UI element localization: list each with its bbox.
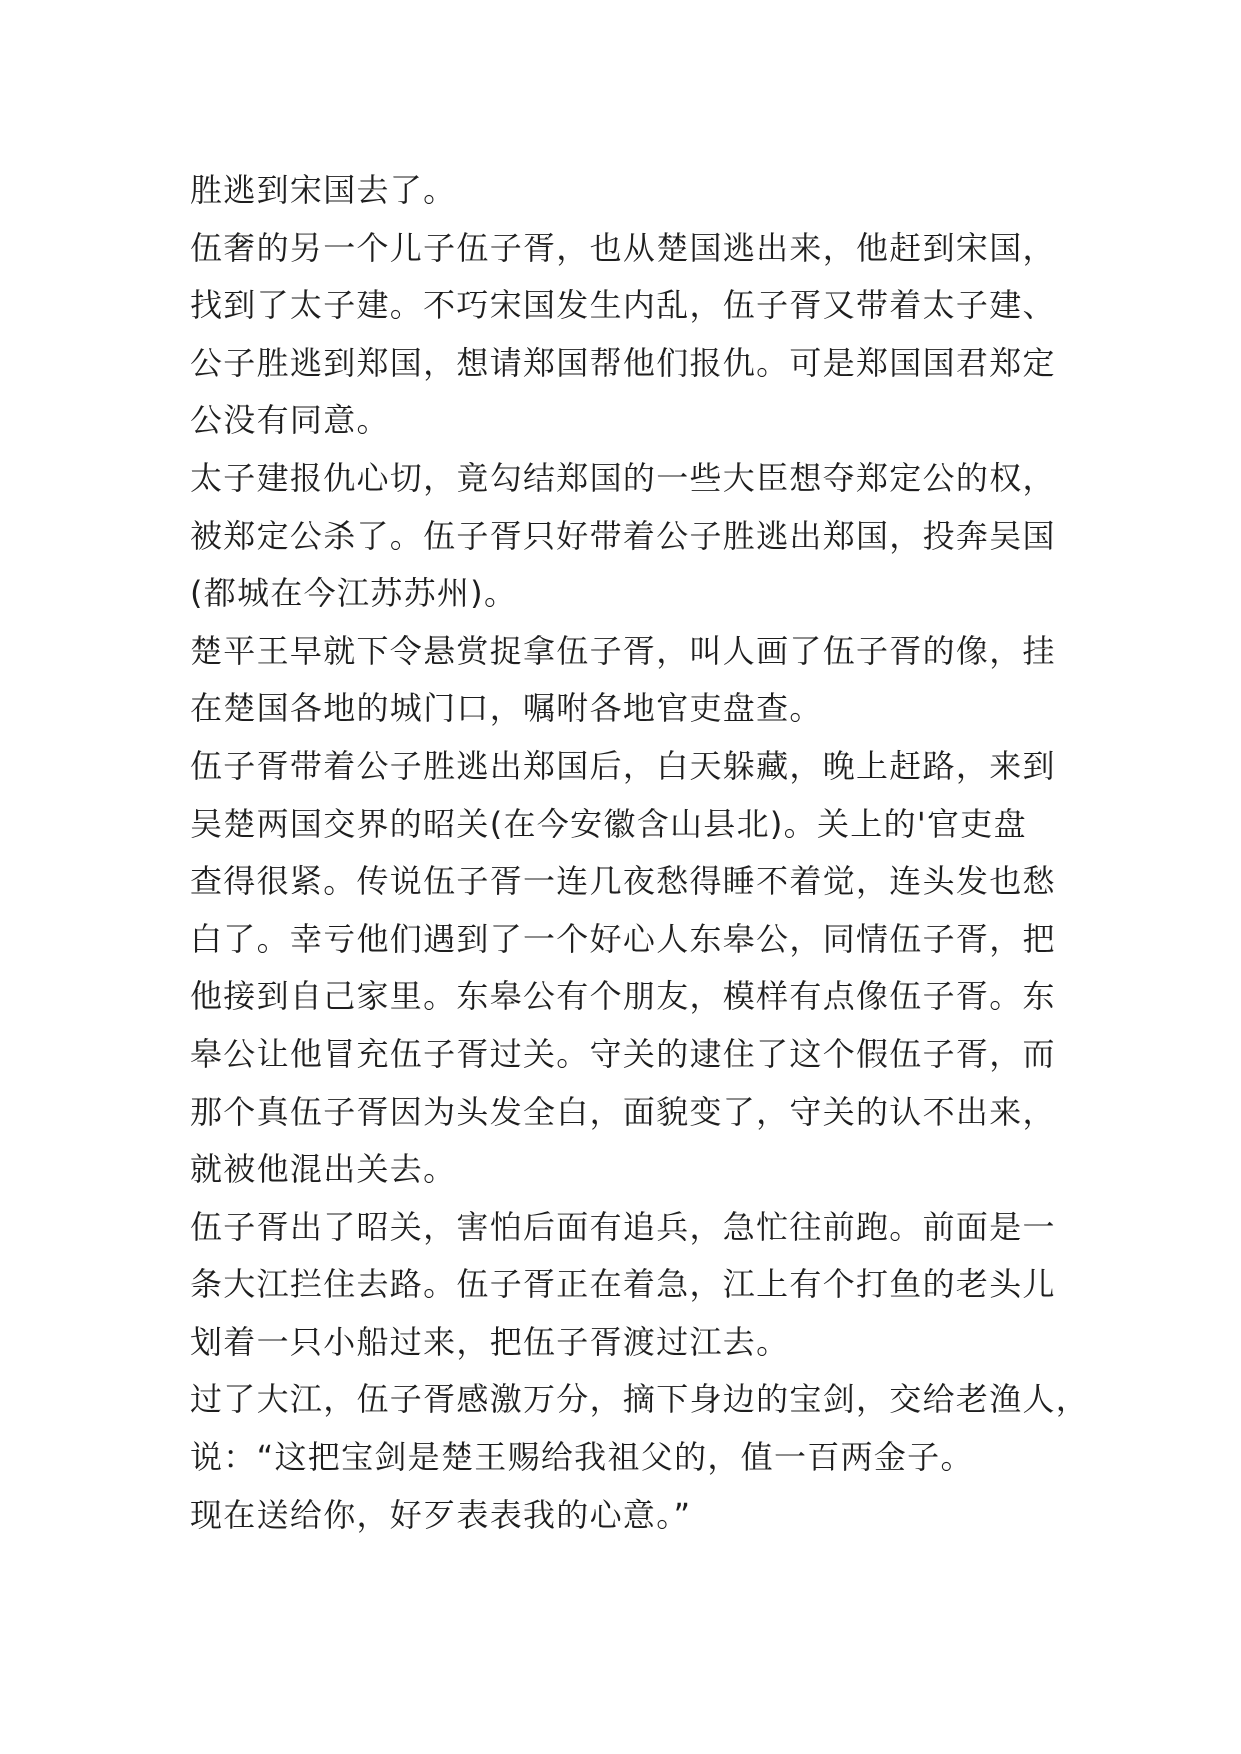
text-line: 现在送给你，好歹表表我的心意。”: [190, 1495, 692, 1534]
text-line: 伍奢的另一个儿子伍子胥，也从楚国逃出来，他赶到宋国，: [190, 228, 1056, 267]
text-line: 白了。幸亏他们遇到了一个好心人东皋公，同情伍子胥，把: [190, 919, 1056, 958]
text-line: 伍子胥出了昭关，害怕后面有追兵，急忙往前跑。前面是一: [190, 1207, 1056, 1246]
text-line: 他接到自己家里。东皋公有个朋友，模样有点像伍子胥。东: [190, 977, 1056, 1016]
article-body: [190, 162, 1090, 1544]
text-line: 说：“这把宝剑是楚王赐给我祖父的，值一百两金子。: [190, 1438, 974, 1477]
text-line: 过了大江，伍子胥感激万分，摘下身边的宝剑，交给老渔人，: [190, 1380, 1090, 1419]
text-line: 划着一只小船过来，把伍子胥渡过江去。: [190, 1322, 790, 1361]
text-line: 找到了太子建。不巧宋国发生内乱，伍子胥又带着太子建、: [190, 286, 1056, 325]
text-line: 吴楚两国交界的昭关(在今安徽含山县北)。关上的'官吏盘: [190, 804, 1027, 843]
text-line: 楚平王早就下令悬赏捉拿伍子胥，叫人画了伍子胥的像，挂: [190, 631, 1056, 670]
text-line: 公子胜逃到郑国，想请郑国帮他们报仇。可是郑国国君郑定: [190, 343, 1056, 382]
text-line: 那个真伍子胥因为头发全白，面貌变了，守关的认不出来，: [190, 1092, 1056, 1131]
text-line: 公没有同意。: [190, 401, 390, 440]
text-line: 太子建报仇心切，竟勾结郑国的一些大臣想夺郑定公的权，: [190, 458, 1056, 497]
text-line: 胜逃到宋国去了。: [190, 171, 457, 209]
text-line: 就被他混出关去。: [190, 1150, 457, 1189]
text-line: 伍子胥带着公子胜逃出郑国后，白天躲藏，晚上赶路，来到: [190, 746, 1056, 785]
text-line: 皋公让他冒充伍子胥过关。守关的逮住了这个假伍子胥，而: [190, 1034, 1056, 1073]
text-line: 被郑定公杀了。伍子胥只好带着公子胜逃出郑国，投奔吴国: [190, 516, 1056, 555]
text-line: 查得很紧。传说伍子胥一连几夜愁得睡不着觉，连头发也愁: [190, 862, 1056, 901]
text-line: 条大江拦住去路。伍子胥正在着急，江上有个打鱼的老头儿: [190, 1265, 1056, 1304]
text-line: (都城在今江苏苏州)。: [190, 574, 518, 613]
text-line: 在楚国各地的城门口，嘱咐各地官吏盘查。: [190, 689, 823, 728]
